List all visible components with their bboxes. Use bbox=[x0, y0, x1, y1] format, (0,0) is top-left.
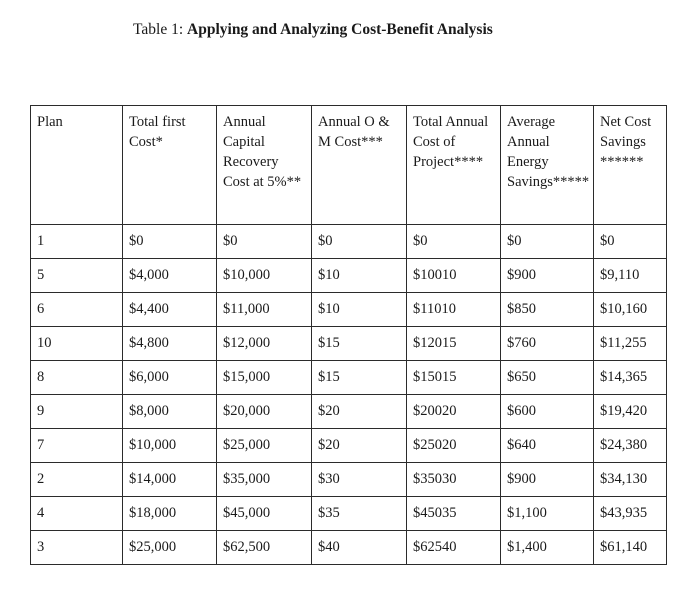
table-cell-annual-om-cost: $0 bbox=[312, 225, 407, 259]
table-caption bbox=[133, 21, 493, 39]
table-cell-average-annual-energy-savings: $600 bbox=[501, 395, 594, 429]
table-cell-annual-capital-recovery-cost: $20,000 bbox=[217, 395, 312, 429]
table-caption-title: Applying and Analyzing Cost-Benefit Analysis bbox=[187, 21, 493, 38]
table-cell-net-cost-savings: $43,935 bbox=[594, 497, 667, 531]
table-cell-annual-capital-recovery-cost: $35,000 bbox=[217, 463, 312, 497]
table-cell-plan: 6 bbox=[31, 293, 123, 327]
table-cell-total-annual-cost: $25020 bbox=[407, 429, 501, 463]
column-header-total-first-cost: Total first Cost* bbox=[123, 106, 217, 225]
table-cell-plan: 9 bbox=[31, 395, 123, 429]
table-cell-annual-capital-recovery-cost: $10,000 bbox=[217, 259, 312, 293]
table-cell-annual-om-cost: $20 bbox=[312, 429, 407, 463]
table-cell-plan: 3 bbox=[31, 531, 123, 565]
table-cell-plan: 4 bbox=[31, 497, 123, 531]
table-cell-annual-capital-recovery-cost: $0 bbox=[217, 225, 312, 259]
column-header-average-annual-energy-savings: Average Annual Energy Savings***** bbox=[501, 106, 594, 225]
table-cell-total-first-cost: $8,000 bbox=[123, 395, 217, 429]
table-row bbox=[31, 429, 667, 463]
table-cell-net-cost-savings: $10,160 bbox=[594, 293, 667, 327]
table-cell-total-annual-cost: $45035 bbox=[407, 497, 501, 531]
table-cell-average-annual-energy-savings: $0 bbox=[501, 225, 594, 259]
table-cell-total-first-cost: $6,000 bbox=[123, 361, 217, 395]
table-cell-net-cost-savings: $9,110 bbox=[594, 259, 667, 293]
table-cell-total-first-cost: $4,000 bbox=[123, 259, 217, 293]
table-cell-total-first-cost: $4,400 bbox=[123, 293, 217, 327]
table-cell-average-annual-energy-savings: $760 bbox=[501, 327, 594, 361]
table-cell-plan: 8 bbox=[31, 361, 123, 395]
table-cell-average-annual-energy-savings: $1,400 bbox=[501, 531, 594, 565]
table-row bbox=[31, 463, 667, 497]
table-cell-annual-om-cost: $30 bbox=[312, 463, 407, 497]
table-cell-total-annual-cost: $62540 bbox=[407, 531, 501, 565]
table-cell-net-cost-savings: $19,420 bbox=[594, 395, 667, 429]
table-cell-annual-capital-recovery-cost: $25,000 bbox=[217, 429, 312, 463]
table-cell-total-first-cost: $4,800 bbox=[123, 327, 217, 361]
table-row bbox=[31, 327, 667, 361]
table-row bbox=[31, 259, 667, 293]
table-cell-average-annual-energy-savings: $900 bbox=[501, 259, 594, 293]
table-row bbox=[31, 395, 667, 429]
column-header-plan: Plan bbox=[31, 106, 123, 225]
table-cell-plan: 10 bbox=[31, 327, 123, 361]
table-cell-average-annual-energy-savings: $1,100 bbox=[501, 497, 594, 531]
table-cell-total-annual-cost: $11010 bbox=[407, 293, 501, 327]
table-cell-annual-capital-recovery-cost: $15,000 bbox=[217, 361, 312, 395]
table-cell-average-annual-energy-savings: $650 bbox=[501, 361, 594, 395]
table-cell-total-first-cost: $14,000 bbox=[123, 463, 217, 497]
column-header-net-cost-savings: Net Cost Savings ****** bbox=[594, 106, 667, 225]
table-cell-plan: 5 bbox=[31, 259, 123, 293]
table-cell-net-cost-savings: $14,365 bbox=[594, 361, 667, 395]
table-cell-plan: 7 bbox=[31, 429, 123, 463]
table-body bbox=[31, 225, 667, 565]
column-header-annual-om-cost: Annual O & M Cost*** bbox=[312, 106, 407, 225]
table-cell-total-annual-cost: $12015 bbox=[407, 327, 501, 361]
table-cell-annual-om-cost: $40 bbox=[312, 531, 407, 565]
table-cell-plan: 1 bbox=[31, 225, 123, 259]
table-cell-annual-om-cost: $10 bbox=[312, 293, 407, 327]
cost-benefit-table bbox=[30, 105, 667, 565]
table-header-row bbox=[31, 106, 667, 225]
table-cell-total-annual-cost: $0 bbox=[407, 225, 501, 259]
table-cell-net-cost-savings: $34,130 bbox=[594, 463, 667, 497]
table-cell-total-annual-cost: $15015 bbox=[407, 361, 501, 395]
table-cell-annual-capital-recovery-cost: $12,000 bbox=[217, 327, 312, 361]
table-cell-total-annual-cost: $35030 bbox=[407, 463, 501, 497]
table-cell-net-cost-savings: $61,140 bbox=[594, 531, 667, 565]
table-cell-net-cost-savings: $0 bbox=[594, 225, 667, 259]
table-cell-total-first-cost: $0 bbox=[123, 225, 217, 259]
table-cell-annual-capital-recovery-cost: $62,500 bbox=[217, 531, 312, 565]
table-caption-label: Table 1: bbox=[133, 21, 188, 38]
table-cell-total-annual-cost: $20020 bbox=[407, 395, 501, 429]
table-cell-total-first-cost: $18,000 bbox=[123, 497, 217, 531]
table-cell-annual-om-cost: $10 bbox=[312, 259, 407, 293]
table-cell-average-annual-energy-savings: $850 bbox=[501, 293, 594, 327]
table-cell-net-cost-savings: $11,255 bbox=[594, 327, 667, 361]
table-cell-total-annual-cost: $10010 bbox=[407, 259, 501, 293]
table-cell-annual-om-cost: $15 bbox=[312, 361, 407, 395]
table-cell-plan: 2 bbox=[31, 463, 123, 497]
table-row bbox=[31, 361, 667, 395]
column-header-total-annual-cost: Total Annual Cost of Project**** bbox=[407, 106, 501, 225]
table-cell-total-first-cost: $10,000 bbox=[123, 429, 217, 463]
table-row bbox=[31, 531, 667, 565]
table-row bbox=[31, 293, 667, 327]
table-cell-average-annual-energy-savings: $640 bbox=[501, 429, 594, 463]
table-row bbox=[31, 497, 667, 531]
table-cell-annual-om-cost: $20 bbox=[312, 395, 407, 429]
column-header-annual-capital-recovery-cost: Annual Capital Recovery Cost at 5%** bbox=[217, 106, 312, 225]
table-cell-average-annual-energy-savings: $900 bbox=[501, 463, 594, 497]
table-cell-net-cost-savings: $24,380 bbox=[594, 429, 667, 463]
table-row bbox=[31, 225, 667, 259]
table-cell-annual-capital-recovery-cost: $45,000 bbox=[217, 497, 312, 531]
table-cell-annual-om-cost: $15 bbox=[312, 327, 407, 361]
table-cell-total-first-cost: $25,000 bbox=[123, 531, 217, 565]
table-cell-annual-om-cost: $35 bbox=[312, 497, 407, 531]
table-cell-annual-capital-recovery-cost: $11,000 bbox=[217, 293, 312, 327]
